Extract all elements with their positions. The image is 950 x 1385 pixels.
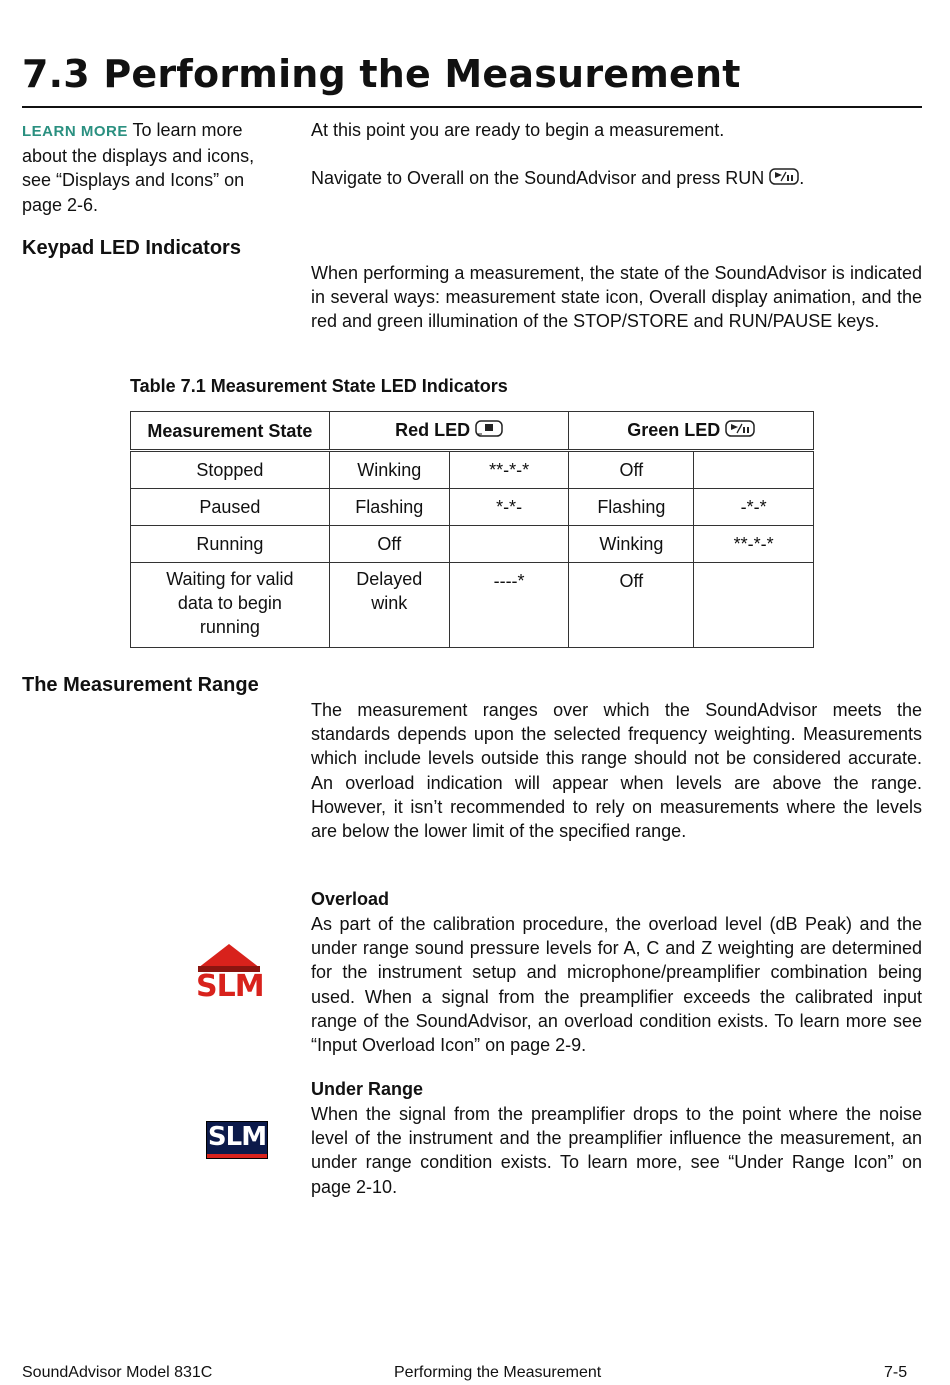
header-red-led: Red LED [329, 412, 569, 451]
footer-left: SoundAdvisor Model 831C [22, 1364, 213, 1381]
under-range-icon-bar [207, 1154, 267, 1158]
measurement-range-heading: The Measurement Range [22, 674, 259, 696]
overload-heading: Overload [311, 889, 390, 909]
intro-para-2 [311, 166, 922, 192]
red-pattern-cell: ----* [449, 563, 569, 648]
red-led-cell: Delayed wink [329, 563, 449, 648]
table-header-row [131, 412, 814, 451]
state-cell: Paused [131, 489, 330, 526]
intro-para-2-end: . [799, 168, 805, 188]
green-pattern-cell: **-*-* [694, 526, 814, 563]
overload-para: As part of the calibration procedure, the overload level (dB Peak) and the under range sound pressure levels for A, C and Z weighting are determined for the instrument setup and microphone/preamplifier combination being used. When a signal from the preamplifier exceeds the calibrated input range of the SoundAdvisor, an overload condition exists. To learn more see “Input Overload Icon” on page 2-9. [311, 914, 922, 1056]
red-led-cell: Off [329, 526, 449, 563]
overload-icon-label: SLM [196, 969, 264, 1004]
header-green-led: Green LED [569, 412, 814, 451]
page-title: 7.3 Performing the Measurement [22, 52, 741, 96]
title-rule [22, 106, 922, 108]
learn-more-tag: LEARN MORE [22, 123, 128, 140]
state-cell: Stopped [131, 451, 330, 489]
under-range-heading: Under Range [311, 1079, 424, 1099]
red-pattern-cell [449, 526, 569, 563]
header-measurement-state: Measurement State [131, 412, 330, 451]
green-led-cell: Off [569, 563, 694, 648]
red-led-cell: Flashing [329, 489, 449, 526]
run-pause-key-icon [769, 166, 799, 192]
green-led-cell: Winking [569, 526, 694, 563]
under-range-para: When the signal from the preamplifier drops to the point where the noise level of the instrument and the preamplifier influence the measurement, an under range condition exists. To learn more, see “Under Range Icon” on page 2-10. [311, 1104, 922, 1197]
table-row [131, 451, 814, 489]
green-pattern-cell [694, 451, 814, 489]
run-pause-key-icon [725, 418, 755, 444]
intro-para-2-text: Navigate to Overall on the SoundAdvisor and press RUN [311, 168, 770, 188]
green-pattern-cell: -*-* [694, 489, 814, 526]
under-range-icon-label: SLM [207, 1122, 267, 1152]
footer-page-number: 7-5 [884, 1364, 908, 1381]
under-range-icon [206, 1121, 268, 1159]
red-pattern-cell: *-*- [449, 489, 569, 526]
led-table [130, 411, 814, 648]
stop-store-key-icon [475, 418, 503, 444]
overload-icon [196, 942, 262, 1004]
table-row [131, 563, 814, 648]
intro-para-1: At this point you are ready to begin a measurement. [311, 120, 725, 140]
learn-more-text: To learn more about the displays and icons, see “Displays and Icons” on page 2-6. [22, 120, 255, 215]
led-intro-para: When performing a measurement, the state of the SoundAdvisor is indicated in several ways: measurement state icon, Overall display animation, and the red and green illumination of the STOP/STORE and RUN/PAUSE keys. [311, 263, 922, 332]
green-pattern-cell [694, 563, 814, 648]
red-pattern-cell: **-*-* [449, 451, 569, 489]
red-led-cell: Winking [329, 451, 449, 489]
state-cell: Running [131, 526, 330, 563]
table-row [131, 489, 814, 526]
state-cell: Waiting for valid data to begin running [131, 563, 330, 648]
range-para: The measurement ranges over which the SoundAdvisor meets the standards depends upon the selected frequency weighting. Measurements which include levels outside this range should not be considered accurate. An overload indication will appear when levels are above the range. However, it isn’t recommended to rely on measurements where the levels are below the lower limit of the specified range. [311, 700, 922, 842]
table-row [131, 526, 814, 563]
table-caption: Table 7.1 Measurement State LED Indicators [130, 376, 508, 396]
green-led-cell: Off [569, 451, 694, 489]
footer-center: Performing the Measurement [394, 1364, 602, 1381]
learn-more-note [22, 118, 284, 217]
green-led-cell: Flashing [569, 489, 694, 526]
keypad-led-heading: Keypad LED Indicators [22, 237, 241, 259]
